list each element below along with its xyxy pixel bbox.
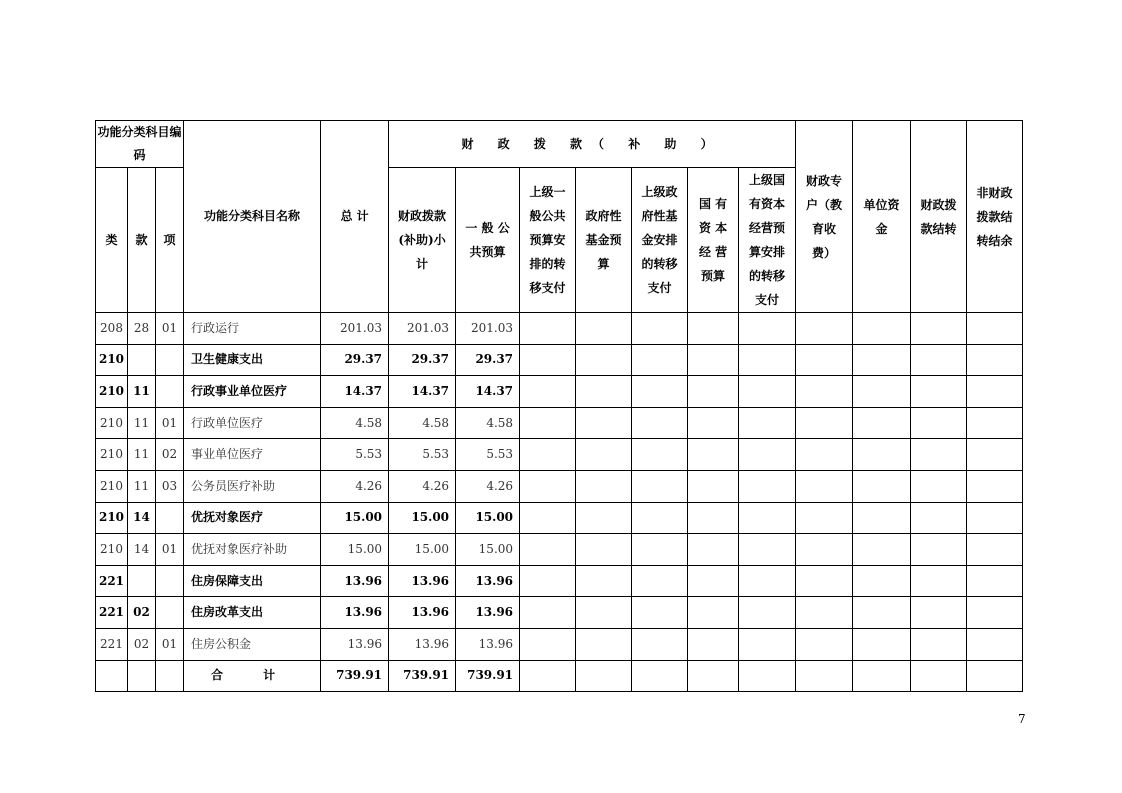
empty-cell bbox=[520, 565, 576, 597]
empty-cell bbox=[739, 660, 796, 691]
header-line: 资 本 bbox=[698, 221, 728, 235]
cell-name: 事业单位医疗 bbox=[184, 439, 321, 471]
empty-cell bbox=[853, 534, 911, 566]
empty-cell bbox=[967, 502, 1023, 534]
cell-xiang: 01 bbox=[156, 534, 184, 566]
header-xiang: 项 bbox=[156, 168, 184, 313]
cell-subtotal: 13.96 bbox=[389, 628, 456, 660]
header-line: 算 bbox=[597, 257, 610, 271]
cell-subtotal: 4.58 bbox=[389, 407, 456, 439]
cell-general: 15.00 bbox=[456, 502, 520, 534]
empty-cell bbox=[688, 660, 739, 691]
empty-cell bbox=[520, 407, 576, 439]
empty-cell bbox=[911, 313, 967, 345]
header-line: 非财政 bbox=[976, 185, 1013, 200]
empty-cell bbox=[911, 407, 967, 439]
header-superior-gov-fund bbox=[632, 168, 688, 313]
header-nonfiscal-carryover bbox=[967, 121, 1023, 313]
header-general-budget bbox=[456, 168, 520, 313]
empty-cell bbox=[739, 313, 796, 345]
cell-kuan: 02 bbox=[128, 597, 156, 629]
empty-cell bbox=[576, 534, 632, 566]
empty-cell bbox=[688, 502, 739, 534]
empty-cell bbox=[520, 439, 576, 471]
empty-cell bbox=[739, 376, 796, 408]
header-line: 上级一 bbox=[529, 185, 566, 199]
empty-cell bbox=[853, 313, 911, 345]
header-line: 共预算 bbox=[469, 245, 506, 259]
empty-cell bbox=[796, 313, 853, 345]
empty-cell bbox=[520, 344, 576, 376]
cell-lei: 210 bbox=[96, 470, 128, 502]
cell-xiang: 01 bbox=[156, 407, 184, 439]
cell-lei: 210 bbox=[96, 502, 128, 534]
empty-cell bbox=[796, 344, 853, 376]
header-superior-general bbox=[520, 168, 576, 313]
cell-total: 14.37 bbox=[321, 376, 389, 408]
empty-cell bbox=[520, 313, 576, 345]
empty-cell bbox=[853, 660, 911, 691]
cell-xiang bbox=[156, 376, 184, 408]
cell-kuan: 02 bbox=[128, 628, 156, 660]
cell-kuan bbox=[128, 565, 156, 597]
table-row bbox=[96, 597, 1023, 629]
cell-total: 4.58 bbox=[321, 407, 389, 439]
empty-cell bbox=[739, 502, 796, 534]
cell-subtotal: 15.00 bbox=[389, 502, 456, 534]
header-line: 户（教 bbox=[806, 197, 843, 212]
empty-cell bbox=[688, 313, 739, 345]
cell-total: 4.26 bbox=[321, 470, 389, 502]
empty-cell bbox=[576, 407, 632, 439]
cell-lei: 221 bbox=[96, 628, 128, 660]
header-superior-state-capital bbox=[739, 168, 796, 313]
empty-cell bbox=[632, 660, 688, 691]
cell-total: 13.96 bbox=[321, 628, 389, 660]
cell-general: 5.53 bbox=[456, 439, 520, 471]
empty-cell bbox=[796, 439, 853, 471]
header-line: 金 bbox=[875, 221, 888, 236]
empty-cell bbox=[688, 407, 739, 439]
cell-kuan: 11 bbox=[128, 439, 156, 471]
cell-general: 4.58 bbox=[456, 407, 520, 439]
header-line: 转结余 bbox=[976, 233, 1013, 248]
cell-name: 住房改革支出 bbox=[184, 597, 321, 629]
cell-total: 13.96 bbox=[321, 597, 389, 629]
empty-cell bbox=[911, 344, 967, 376]
header-line: 基金预 bbox=[585, 233, 622, 247]
cell-lei: 210 bbox=[96, 534, 128, 566]
cell-lei: 221 bbox=[96, 565, 128, 597]
total-cell-kuan bbox=[128, 660, 156, 691]
cell-subtotal: 15.00 bbox=[389, 534, 456, 566]
header-line: 费） bbox=[812, 245, 837, 260]
empty-cell bbox=[688, 439, 739, 471]
table-row bbox=[96, 565, 1023, 597]
empty-cell bbox=[853, 407, 911, 439]
cell-subtotal: 4.26 bbox=[389, 470, 456, 502]
header-state-capital bbox=[688, 168, 739, 313]
empty-cell bbox=[632, 565, 688, 597]
header-line: (补助)小 bbox=[398, 233, 446, 247]
header-code-group: 功能分类科目编码 bbox=[96, 121, 184, 168]
empty-cell bbox=[796, 597, 853, 629]
total-label: 合 计 bbox=[184, 660, 321, 691]
cell-lei: 210 bbox=[96, 407, 128, 439]
empty-cell bbox=[739, 534, 796, 566]
header-special-account bbox=[796, 121, 853, 313]
cell-name: 优抚对象医疗补助 bbox=[184, 534, 321, 566]
header-line: 经营预 bbox=[749, 221, 786, 235]
header-line: 财政专 bbox=[806, 173, 843, 188]
empty-cell bbox=[911, 628, 967, 660]
cell-total: 13.96 bbox=[321, 565, 389, 597]
empty-cell bbox=[739, 628, 796, 660]
table-row bbox=[96, 470, 1023, 502]
cell-kuan: 28 bbox=[128, 313, 156, 345]
empty-cell bbox=[688, 344, 739, 376]
header-line: 移支付 bbox=[529, 281, 566, 295]
empty-cell bbox=[796, 534, 853, 566]
cell-lei: 221 bbox=[96, 597, 128, 629]
empty-cell bbox=[967, 660, 1023, 691]
header-fiscal-group: 财 政 拨 款（ 补 助 ） bbox=[389, 121, 796, 168]
empty-cell bbox=[632, 344, 688, 376]
empty-cell bbox=[911, 597, 967, 629]
empty-cell bbox=[739, 439, 796, 471]
total-subtotal: 739.91 bbox=[389, 660, 456, 691]
cell-total: 201.03 bbox=[321, 313, 389, 345]
cell-total: 15.00 bbox=[321, 502, 389, 534]
header-line: 一 般 公 bbox=[465, 221, 510, 235]
cell-subtotal: 201.03 bbox=[389, 313, 456, 345]
cell-xiang: 03 bbox=[156, 470, 184, 502]
header-name: 功能分类科目名称 bbox=[184, 121, 321, 313]
header-line: 的转移 bbox=[749, 269, 786, 283]
empty-cell bbox=[688, 376, 739, 408]
empty-cell bbox=[967, 597, 1023, 629]
table-row bbox=[96, 344, 1023, 376]
header-line: 府性基 bbox=[641, 209, 678, 223]
empty-cell bbox=[632, 313, 688, 345]
header-lei: 类 bbox=[96, 168, 128, 313]
cell-kuan: 14 bbox=[128, 534, 156, 566]
empty-cell bbox=[853, 565, 911, 597]
empty-cell bbox=[853, 376, 911, 408]
empty-cell bbox=[632, 439, 688, 471]
empty-cell bbox=[520, 534, 576, 566]
empty-cell bbox=[911, 470, 967, 502]
empty-cell bbox=[520, 628, 576, 660]
table-row bbox=[96, 439, 1023, 471]
header-total: 总 计 bbox=[321, 121, 389, 313]
cell-subtotal: 13.96 bbox=[389, 597, 456, 629]
cell-xiang: 02 bbox=[156, 439, 184, 471]
empty-cell bbox=[576, 344, 632, 376]
header-line: 单位资 bbox=[863, 197, 900, 212]
header-line: 的转移 bbox=[641, 257, 678, 271]
empty-cell bbox=[911, 502, 967, 534]
empty-cell bbox=[967, 470, 1023, 502]
table-row bbox=[96, 313, 1023, 345]
header-line: 般公共 bbox=[529, 209, 566, 223]
header-line: 财政拨 bbox=[920, 197, 957, 212]
cell-subtotal: 29.37 bbox=[389, 344, 456, 376]
header-line: 拨款结 bbox=[976, 209, 1013, 224]
empty-cell bbox=[632, 470, 688, 502]
table-row bbox=[96, 376, 1023, 408]
empty-cell bbox=[911, 534, 967, 566]
cell-name: 住房公积金 bbox=[184, 628, 321, 660]
header-line: 排的转 bbox=[529, 257, 566, 271]
empty-cell bbox=[853, 470, 911, 502]
empty-cell bbox=[632, 407, 688, 439]
empty-cell bbox=[688, 534, 739, 566]
cell-kuan bbox=[128, 344, 156, 376]
header-line: 预算 bbox=[701, 269, 726, 283]
empty-cell bbox=[632, 628, 688, 660]
cell-general: 15.00 bbox=[456, 534, 520, 566]
empty-cell bbox=[632, 534, 688, 566]
empty-cell bbox=[911, 565, 967, 597]
empty-cell bbox=[520, 502, 576, 534]
empty-cell bbox=[520, 376, 576, 408]
cell-general: 14.37 bbox=[456, 376, 520, 408]
empty-cell bbox=[520, 470, 576, 502]
header-unit-funds bbox=[853, 121, 911, 313]
empty-cell bbox=[576, 597, 632, 629]
empty-cell bbox=[688, 628, 739, 660]
cell-total: 5.53 bbox=[321, 439, 389, 471]
cell-total: 29.37 bbox=[321, 344, 389, 376]
empty-cell bbox=[911, 376, 967, 408]
cell-general: 13.96 bbox=[456, 597, 520, 629]
empty-cell bbox=[632, 376, 688, 408]
empty-cell bbox=[576, 565, 632, 597]
empty-cell bbox=[967, 344, 1023, 376]
total-cell-lei bbox=[96, 660, 128, 691]
empty-cell bbox=[520, 660, 576, 691]
header-line: 支付 bbox=[755, 293, 780, 307]
empty-cell bbox=[967, 407, 1023, 439]
cell-name: 公务员医疗补助 bbox=[184, 470, 321, 502]
cell-name: 优抚对象医疗 bbox=[184, 502, 321, 534]
cell-total: 15.00 bbox=[321, 534, 389, 566]
page-number: 7 bbox=[1018, 712, 1026, 726]
header-fiscal-carryover bbox=[911, 121, 967, 313]
cell-name: 行政事业单位医疗 bbox=[184, 376, 321, 408]
cell-xiang bbox=[156, 597, 184, 629]
cell-name: 行政单位医疗 bbox=[184, 407, 321, 439]
empty-cell bbox=[967, 376, 1023, 408]
empty-cell bbox=[853, 502, 911, 534]
empty-cell bbox=[576, 313, 632, 345]
empty-cell bbox=[576, 628, 632, 660]
empty-cell bbox=[967, 565, 1023, 597]
empty-cell bbox=[967, 534, 1023, 566]
cell-lei: 208 bbox=[96, 313, 128, 345]
empty-cell bbox=[576, 470, 632, 502]
empty-cell bbox=[853, 439, 911, 471]
empty-cell bbox=[853, 344, 911, 376]
cell-xiang: 01 bbox=[156, 313, 184, 345]
table-row bbox=[96, 628, 1023, 660]
empty-cell bbox=[967, 439, 1023, 471]
header-line: 国 有 bbox=[698, 197, 728, 211]
table-row bbox=[96, 502, 1023, 534]
empty-cell bbox=[739, 344, 796, 376]
total-general: 739.91 bbox=[456, 660, 520, 691]
cell-xiang bbox=[156, 565, 184, 597]
empty-cell bbox=[576, 439, 632, 471]
empty-cell bbox=[576, 660, 632, 691]
empty-cell bbox=[796, 565, 853, 597]
cell-xiang bbox=[156, 344, 184, 376]
table-row bbox=[96, 407, 1023, 439]
header-line: 经 营 bbox=[698, 245, 728, 259]
header-line: 上级政 bbox=[641, 185, 678, 199]
total-cell-xiang bbox=[156, 660, 184, 691]
cell-kuan: 11 bbox=[128, 470, 156, 502]
cell-kuan: 11 bbox=[128, 376, 156, 408]
empty-cell bbox=[796, 376, 853, 408]
empty-cell bbox=[911, 439, 967, 471]
header-kuan: 款 bbox=[128, 168, 156, 313]
cell-general: 29.37 bbox=[456, 344, 520, 376]
table-row bbox=[96, 534, 1023, 566]
header-line: 预算安 bbox=[529, 233, 566, 247]
cell-general: 201.03 bbox=[456, 313, 520, 345]
empty-cell bbox=[796, 628, 853, 660]
header-line: 支付 bbox=[647, 281, 672, 295]
cell-xiang: 01 bbox=[156, 628, 184, 660]
empty-cell bbox=[576, 502, 632, 534]
cell-subtotal: 14.37 bbox=[389, 376, 456, 408]
empty-cell bbox=[520, 597, 576, 629]
cell-general: 13.96 bbox=[456, 565, 520, 597]
empty-cell bbox=[739, 597, 796, 629]
empty-cell bbox=[739, 407, 796, 439]
empty-cell bbox=[853, 597, 911, 629]
empty-cell bbox=[688, 565, 739, 597]
cell-xiang bbox=[156, 502, 184, 534]
cell-kuan: 14 bbox=[128, 502, 156, 534]
header-line: 金安排 bbox=[641, 233, 678, 247]
empty-cell bbox=[796, 660, 853, 691]
empty-cell bbox=[632, 597, 688, 629]
budget-table bbox=[95, 120, 1023, 692]
header-line: 政府性 bbox=[585, 209, 622, 223]
empty-cell bbox=[576, 376, 632, 408]
empty-cell bbox=[796, 502, 853, 534]
header-line: 财政拨款 bbox=[398, 209, 447, 223]
empty-cell bbox=[739, 565, 796, 597]
header-line: 款结转 bbox=[920, 221, 957, 236]
cell-subtotal: 5.53 bbox=[389, 439, 456, 471]
empty-cell bbox=[632, 502, 688, 534]
cell-lei: 210 bbox=[96, 344, 128, 376]
total-value: 739.91 bbox=[321, 660, 389, 691]
empty-cell bbox=[688, 470, 739, 502]
cell-subtotal: 13.96 bbox=[389, 565, 456, 597]
header-line: 计 bbox=[416, 257, 429, 271]
empty-cell bbox=[967, 628, 1023, 660]
cell-name: 卫生健康支出 bbox=[184, 344, 321, 376]
header-gov-fund bbox=[576, 168, 632, 313]
empty-cell bbox=[739, 470, 796, 502]
empty-cell bbox=[967, 313, 1023, 345]
header-line: 算安排 bbox=[749, 245, 786, 259]
total-row bbox=[96, 660, 1023, 691]
header-fiscal-subtotal bbox=[389, 168, 456, 313]
cell-general: 13.96 bbox=[456, 628, 520, 660]
cell-general: 4.26 bbox=[456, 470, 520, 502]
header-line: 有资本 bbox=[749, 197, 786, 211]
header-line: 育收 bbox=[812, 221, 837, 236]
empty-cell bbox=[796, 407, 853, 439]
empty-cell bbox=[853, 628, 911, 660]
empty-cell bbox=[688, 597, 739, 629]
cell-lei: 210 bbox=[96, 439, 128, 471]
header-line: 上级国 bbox=[749, 173, 786, 187]
cell-lei: 210 bbox=[96, 376, 128, 408]
cell-name: 住房保障支出 bbox=[184, 565, 321, 597]
empty-cell bbox=[911, 660, 967, 691]
cell-name: 行政运行 bbox=[184, 313, 321, 345]
cell-kuan: 11 bbox=[128, 407, 156, 439]
empty-cell bbox=[796, 470, 853, 502]
